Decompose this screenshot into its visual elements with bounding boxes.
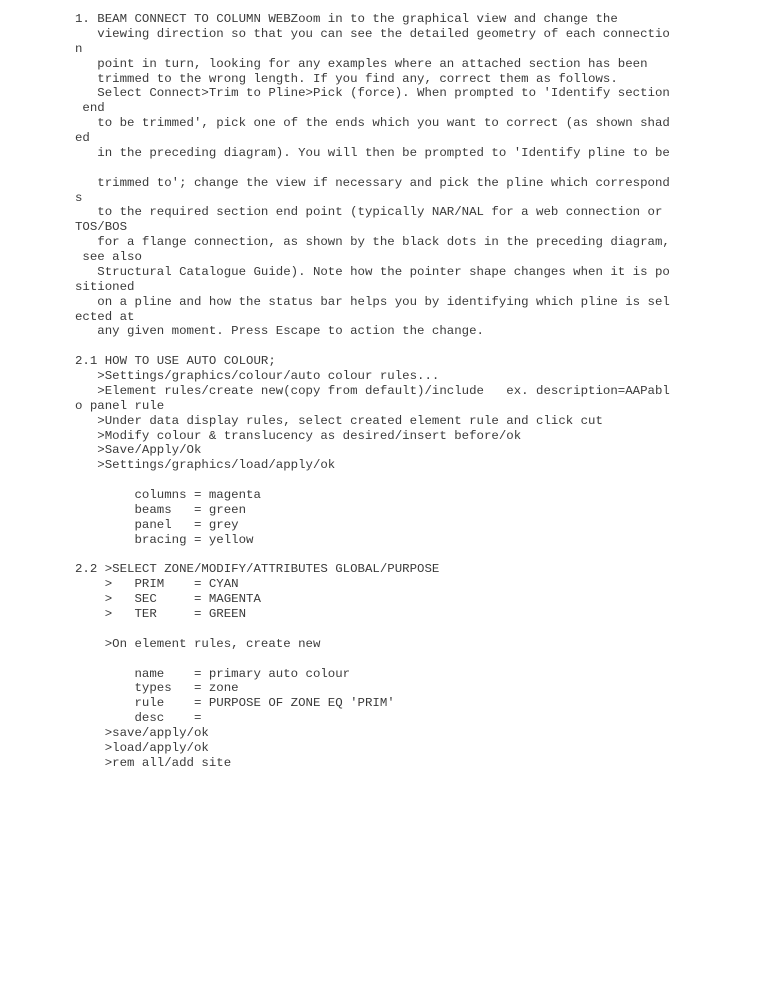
text-line: >Under data display rules, select created element rule and click cut — [75, 413, 603, 428]
text-line — [75, 548, 755, 563]
text-line — [75, 652, 755, 667]
text-line: viewing direction so that you can see the detailed geometry of each connectio — [75, 26, 670, 41]
text-line: >save/apply/ok — [75, 726, 209, 740]
text-line: ected at — [75, 309, 135, 324]
text-line: >Save/Apply/Ok — [75, 443, 202, 458]
text-line: beams = green — [75, 502, 247, 517]
text-line: >On element rules, create new — [75, 636, 321, 651]
text-line: on a pline and how the status bar helps you by identifying which pline is sel — [75, 294, 670, 309]
text-line: panel = grey — [75, 517, 239, 532]
text-line: trimmed to the wrong length. If you find any, correct them as follows. — [75, 71, 618, 86]
document-body — [75, 12, 755, 771]
text-line: to the required section end point (typically NAR/NAL for a web connection or — [75, 205, 663, 220]
text-line: bracing = yellow — [75, 532, 254, 547]
text-line: > SEC = MAGENTA — [75, 592, 261, 607]
text-line: ed — [75, 131, 90, 145]
text-line: point in turn, looking for any examples where an attached section has been — [75, 56, 648, 71]
text-line — [75, 622, 755, 637]
text-line: see also — [75, 250, 142, 264]
text-line: >load/apply/ok — [75, 740, 209, 755]
text-line: sitioned — [75, 279, 135, 294]
text-line: in the preceding diagram). You will then be prompted to 'Identify pline to be — [75, 145, 670, 160]
text-line: 1. BEAM CONNECT TO COLUMN WEBZoom in to the graphical view and change the — [75, 12, 618, 26]
text-line: Structural Catalogue Guide). Note how the pointer shape changes when it is po — [75, 264, 670, 279]
text-line: rule = PURPOSE OF ZONE EQ 'PRIM' — [75, 696, 395, 711]
text-line: Select Connect>Trim to Pline>Pick (force). When prompted to 'Identify section — [75, 86, 670, 101]
text-line: 2.2 >SELECT ZONE/MODIFY/ATTRIBUTES GLOBAL/PURPOSE — [75, 562, 440, 577]
text-line: o panel rule — [75, 398, 165, 413]
text-line: >Settings/graphics/load/apply/ok — [75, 458, 336, 473]
text-line: trimmed to'; change the view if necessary and pick the pline which correspond — [75, 175, 670, 190]
text-line: n — [75, 41, 83, 56]
text-line: columns = magenta — [75, 488, 261, 502]
text-line: any given moment. Press Escape to action the change. — [75, 324, 484, 339]
text-line: to be trimmed', pick one of the ends which you want to correct (as shown shad — [75, 116, 670, 131]
text-line: 2.1 HOW TO USE AUTO COLOUR; — [75, 354, 276, 369]
text-line: >Settings/graphics/colour/auto colour rules... — [75, 369, 440, 383]
text-line: types = zone — [75, 681, 239, 696]
text-line: desc = — [75, 711, 202, 726]
text-line: end — [75, 101, 105, 116]
text-line: >Modify colour & translucency as desired/insert before/ok — [75, 428, 522, 443]
text-line: for a flange connection, as shown by the black dots in the preceding diagram, — [75, 235, 670, 250]
text-line: s — [75, 190, 83, 205]
text-line: >Element rules/create new(copy from default)/include ex. description=AAPabl — [75, 383, 670, 398]
text-line — [75, 339, 755, 354]
text-line: > PRIM = CYAN — [75, 577, 239, 592]
text-line: >rem all/add site — [75, 755, 232, 770]
text-line — [75, 161, 755, 176]
text-line — [75, 473, 755, 488]
text-line: name = primary auto colour — [75, 666, 351, 681]
text-line: > TER = GREEN — [75, 607, 247, 621]
text-line: TOS/BOS — [75, 220, 128, 235]
